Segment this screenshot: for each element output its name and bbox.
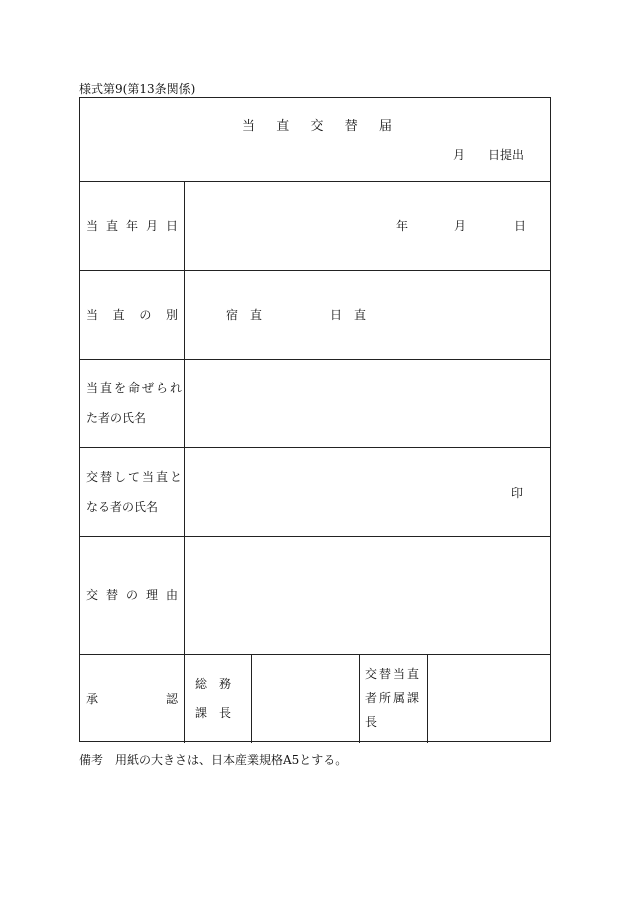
label-char: 当 (86, 219, 99, 233)
assigned-person-field[interactable] (185, 360, 551, 447)
title-char: 届 (378, 119, 392, 134)
substitute-chief-label-line3: 長 (365, 715, 378, 729)
general-affairs-chief-label-line1: 総 務 (195, 677, 232, 691)
label-char: の (125, 588, 138, 602)
label-char: 認 (165, 692, 178, 706)
assigned-person-label-line1: 当直を命ぜられ (86, 381, 185, 395)
reason-field[interactable] (185, 537, 551, 654)
label-char: 理 (145, 588, 158, 602)
label-char: 由 (165, 588, 178, 602)
seal-mark: 印 (511, 486, 524, 500)
row-divider (80, 181, 550, 182)
label-char: の (139, 308, 152, 322)
reason-label (86, 589, 178, 601)
form-number: 様式第9(第13条関係) (79, 82, 196, 96)
label-char: 直 (105, 219, 118, 233)
overnight-duty-option[interactable]: 宿 直 (226, 308, 263, 322)
substitute-person-label-line2: なる者の氏名 (86, 500, 159, 514)
label-char: 別 (165, 308, 178, 322)
assigned-person-label-line2: た者の氏名 (86, 411, 147, 425)
duty-year-field[interactable]: 年 (396, 219, 409, 233)
submitted-month: 月 (453, 148, 466, 162)
title-char: 直 (276, 119, 290, 134)
label-char: 日 (165, 219, 178, 233)
label-char: 年 (125, 219, 138, 233)
general-affairs-seal-box[interactable] (252, 655, 358, 742)
substitute-person-label-line1: 交替して当直と (86, 470, 185, 484)
row-divider (80, 270, 550, 271)
submitted-day: 日提出 (488, 148, 525, 162)
substitute-person-field[interactable] (185, 448, 551, 536)
substitute-chief-label-line1: 交替当直 (365, 667, 422, 681)
form-title (242, 120, 392, 133)
approval-divider (359, 654, 360, 743)
label-char: 直 (112, 308, 125, 322)
label-char: 承 (86, 692, 99, 706)
remarks-note: 備考 用紙の大きさは、日本産業規格A5とする。 (79, 753, 348, 767)
label-char: 交 (86, 588, 99, 602)
substitute-chief-seal-box[interactable] (428, 655, 550, 742)
label-char: 替 (105, 588, 118, 602)
title-char: 当 (242, 119, 256, 134)
title-char: 交 (310, 119, 324, 134)
substitute-chief-label-line2: 者所属課 (365, 691, 422, 705)
duty-date-label (86, 220, 178, 232)
duty-day-field[interactable]: 日 (514, 219, 527, 233)
label-char: 当 (86, 308, 99, 322)
duty-exchange-form (79, 97, 551, 742)
general-affairs-chief-label-line2: 課 長 (195, 706, 232, 720)
duty-type-label (86, 309, 178, 321)
approval-label (86, 693, 178, 705)
duty-month-field[interactable]: 月 (454, 219, 467, 233)
title-char: 替 (344, 119, 358, 134)
label-char: 月 (145, 219, 158, 233)
day-duty-option[interactable]: 日 直 (330, 308, 367, 322)
